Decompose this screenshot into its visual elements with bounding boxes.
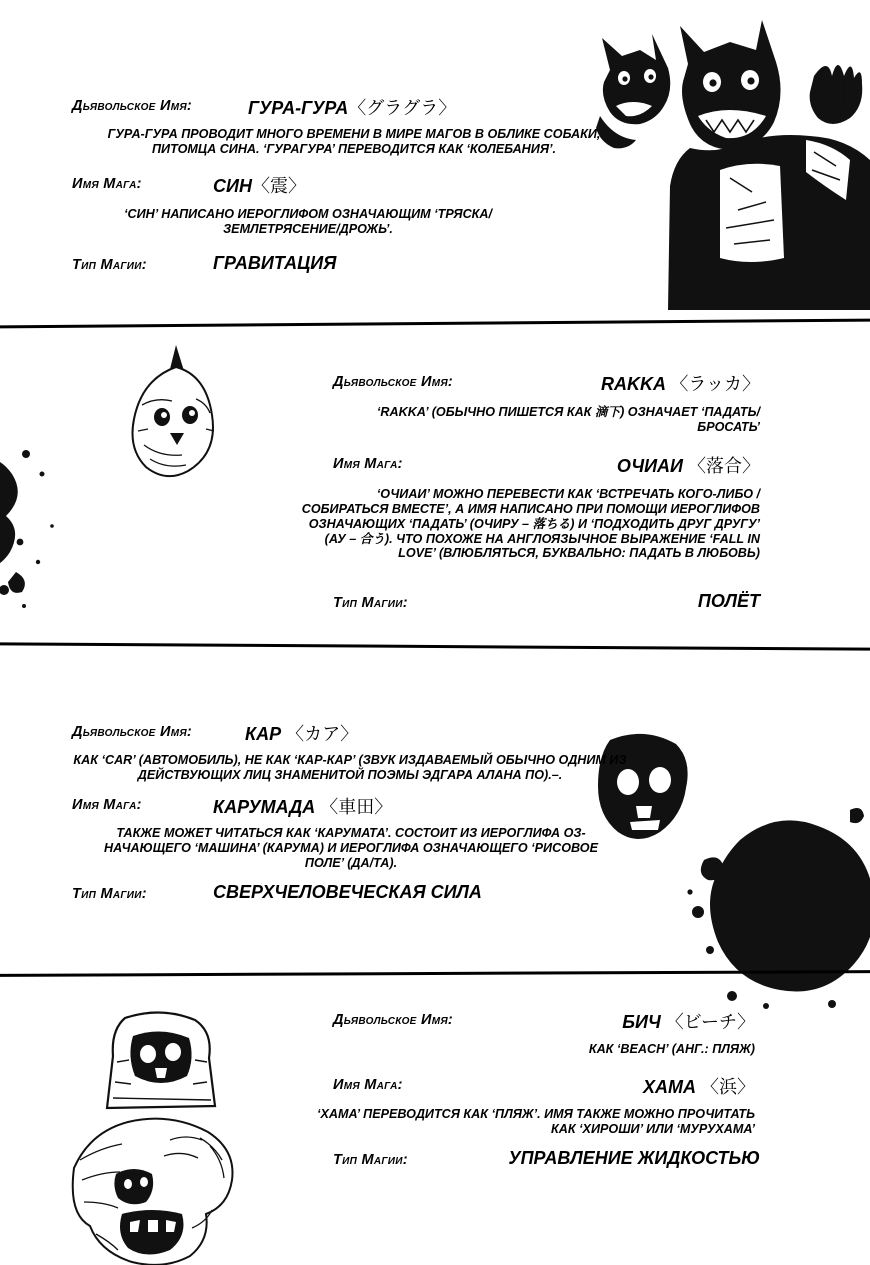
screaming-creature-illustration bbox=[60, 1110, 245, 1265]
ink-blob bbox=[680, 800, 870, 1015]
mage-name-value: ОЧИАИ 〈落合〉 bbox=[616, 456, 760, 476]
mage-name-description: ‘СИН’ НАПИСАНО ИЕРОГЛИФОМ ОЗНАЧАЮЩИМ ‘ТРЯСКА/ЗЕМЛЕТРЯСЕНИЕ/ДРОЖЬ’. bbox=[123, 207, 493, 236]
magic-type-value: ГРАВИТАЦИЯ bbox=[213, 253, 337, 273]
bird-creature-illustration bbox=[110, 345, 250, 495]
dog-headed-man-illustration bbox=[570, 20, 870, 310]
mage-name-kana: 〈震〉 bbox=[251, 176, 306, 196]
mage-name-description: ТАКЖЕ МОЖЕТ ЧИТАТЬСЯ КАК ‘КАРУМАТА’. СОСТОИТ ИЗ ИЕРОГЛИФА ОЗ-НАЧАЮЩЕГО ‘МАШИНА’ (КАРУМА) И ИЕРОГЛИФА ОЗНАЧАЮЩЕГО ‘РИСОВОЕ ПОЛЕ’ (ДА/ТА). bbox=[104, 826, 598, 870]
hooded-skull-illustration bbox=[95, 1010, 225, 1120]
devil-name-kana: 〈カア〉 bbox=[286, 724, 359, 744]
magic-type-label: Тип Магии: bbox=[72, 257, 147, 273]
mage-name-description: ‘ОЧИАИ’ МОЖНО ПЕРЕВЕСТИ КАК ‘ВСТРЕЧАТЬ КОГО-ЛИБО / СОБИРАТЬСЯ ВМЕСТЕ’, А ИМЯ НАПИСАНО ПРИ ПОМОЩИ ИЕРОГЛИФОВ ОЗНАЧАЮЩИХ ‘ПАДАТЬ’ (ОЧИРУ – 落ちる) И ‘ПОДХОДИТЬ ДРУГ ДРУГУ’ (АУ – 合う). ЧТО ПОХОЖЕ НА АНГЛОЯЗЫЧНОЕ ВЫРАЖЕНИЕ ‘FALL IN LOVE’ (ВЛЮБЛЯТЬСЯ, БУКВАЛЬНО: ПАДАТЬ В ЛЮБОВЬ) bbox=[301, 487, 760, 561]
mage-name-kana: 〈落合〉 bbox=[688, 456, 760, 476]
devil-name-label: Дьявольское Имя: bbox=[72, 724, 193, 740]
devil-name-value: ГУРА-ГУРА〈グラグラ〉 bbox=[248, 98, 457, 118]
magic-type-label: Тип Магии: bbox=[333, 595, 408, 611]
mage-name-value: КАРУМАДА 〈車田〉 bbox=[213, 797, 393, 817]
section-divider-2 bbox=[0, 642, 870, 650]
magic-type-label: Тип Магии: bbox=[333, 1152, 408, 1168]
section-divider-1 bbox=[0, 319, 870, 329]
devil-name-kana: 〈ラッカ〉 bbox=[670, 374, 760, 394]
magic-type-value: СВЕРХЧЕЛОВЕЧЕСКАЯ СИЛА bbox=[213, 882, 482, 902]
devil-name-value: RAKKA 〈ラッカ〉 bbox=[601, 374, 760, 394]
devil-name-label: Дьявольское Имя: bbox=[333, 1012, 454, 1028]
devil-name-description: КАК ‘CAR’ (АВТОМОБИЛЬ), НЕ КАК ‘КАР-КАР’ (ЗВУК ИЗДАВАЕМЫЙ ОБЫЧНО ОДНИМ ИЗ ДЕЙСТВУЮЩИХ ЛИЦ ЗНАМЕНИТОЙ ПОЭМЫ ЭДГАРА АЛАНА ПО).–. bbox=[73, 753, 627, 782]
magic-type-value: УПРАВЛЕНИЕ ЖИДКОСТЬЮ bbox=[508, 1148, 760, 1168]
mage-name-label: Имя Мага: bbox=[333, 456, 403, 472]
devil-name-label: Дьявольское Имя: bbox=[72, 98, 193, 114]
mage-name-kana: 〈車田〉 bbox=[320, 797, 393, 817]
devil-name-label: Дьявольское Имя: bbox=[333, 374, 454, 390]
mage-name-kana: 〈浜〉 bbox=[701, 1077, 755, 1097]
magic-type-value: ПОЛЁТ bbox=[697, 591, 760, 611]
magic-type-label: Тип Магии: bbox=[72, 886, 147, 902]
devil-name-kana: 〈グラグラ〉 bbox=[348, 98, 457, 118]
mage-name-value: СИН〈震〉 bbox=[213, 176, 306, 196]
mage-name-value: ХАМА 〈浜〉 bbox=[642, 1077, 755, 1097]
devil-name-description: КАК ‘BEACH’ (АНГ.: ПЛЯЖ) bbox=[588, 1042, 755, 1056]
devil-name-value: КАР 〈カア〉 bbox=[245, 724, 359, 744]
devil-name-description: ‘RAKKA’ (ОБЫЧНО ПИШЕТСЯ КАК 滴下) ОЗНАЧАЕТ ‘ПАДАТЬ/БРОСАТЬ’ bbox=[376, 405, 760, 434]
devil-name-kana: 〈ビーチ〉 bbox=[665, 1012, 755, 1032]
devil-name-description: ГУРА-ГУРА ПРОВОДИТ МНОГО ВРЕМЕНИ В МИРЕ МАГОВ В ОБЛИКЕ СОБАКИ, ПИТОМЦА СИНА. ‘ГУРАГУРА’ ПЕРЕВОДИТСЯ КАК ‘КОЛЕБАНИЯ’. bbox=[107, 127, 601, 156]
mage-name-label: Имя Мага: bbox=[72, 797, 142, 813]
devil-name-value: БИЧ 〈ビーチ〉 bbox=[622, 1012, 755, 1032]
mage-name-label: Имя Мага: bbox=[333, 1077, 403, 1093]
ink-splatter bbox=[0, 430, 110, 630]
mage-name-description: ‘ХАМА’ ПЕРЕВОДИТСЯ КАК ‘ПЛЯЖ’. ИМЯ ТАКЖЕ МОЖНО ПРОЧИТАТЬ КАК ‘ХИРОШИ’ ИЛИ ‘МУРУХАМА’ bbox=[316, 1107, 755, 1136]
mage-name-label: Имя Мага: bbox=[72, 176, 142, 192]
